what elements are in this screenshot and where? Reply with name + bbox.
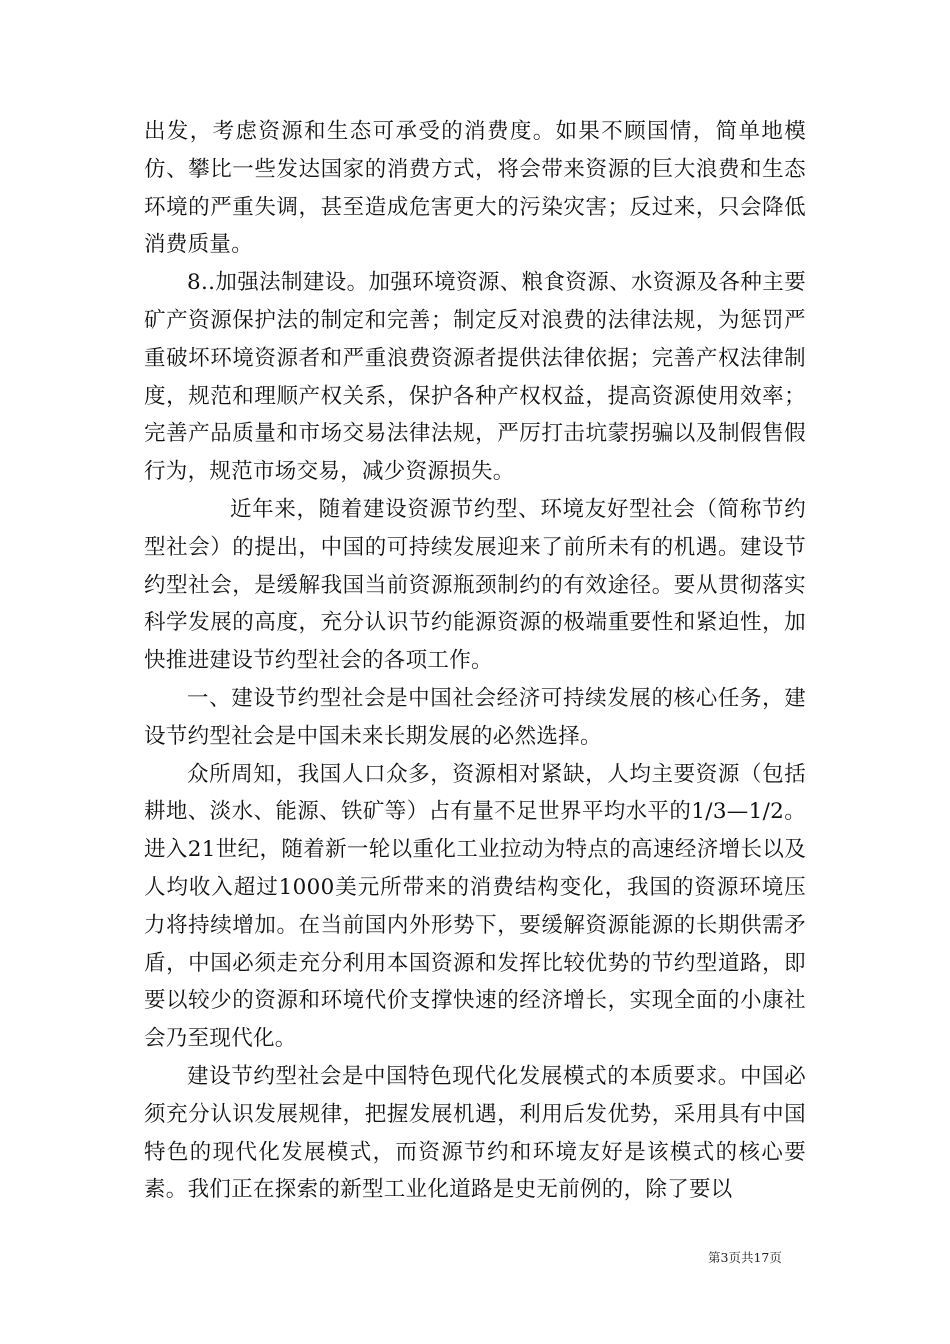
paragraph-recent-years: 近年来，随着建设资源节约型、环境友好型社会（简称节约型社会）的提出，中国的可持续发展迎来了前所未有的机遇。建设节约型社会，是缓解我国当前资源瓶颈制约的有效途径。要从贯彻落实科学发展的高度，充分认识节约能源资源的极端重要性和紧迫性，加快推进建设节约型社会的各项工作。 — [144, 496, 806, 674]
paragraph-modernization-model: 建设节约型社会是中国特色现代化发展模式的本质要求。中国必须充分认识发展规律，把握发展机遇，利用后发优势，采用具有中国特色的现代化发展模式，而资源节约和环境友好是该模式的核心要素。我们正在探索的新型工业化道路是史无前例的，除了要以 — [144, 1063, 806, 1203]
paragraph-legal-construction: 8..加强法制建设。加强环境资源、粮食资源、水资源及各种主要矿产资源保护法的制定和完善；制定反对浪费的法律法规，为惩罚严重破坏环境资源者和严重浪费资源者提供法律依据；完善产权法律制度，规范和理顺产权关系，保护各种产权权益，提高资源使用效率；完善产品质量和市场交易法律法规，严厉打击坑蒙拐骗以及制假售假行为，规范市场交易，减少资源损失。 — [144, 270, 806, 485]
paragraph-resource-pressure: 众所周知，我国人口众多，资源相对紧缺，人均主要资源（包括耕地、淡水、能源、铁矿等）占有量不足世界平均水平的1/3—1/2。进入21世纪，随着新一轮以重化工业拉动为特点的高速经济增长以及人均收入超过1000美元所带来的消费结构变化，我国的资源环境压力将持续增加。在当前国内外形势下，要缓解资源能源的长期供需矛盾，中国必须走充分利用本国资源和发挥比较优势的节约型道路，即要以较少的资源和环境代价支撑快速的经济增长，实现全面的小康社会乃至现代化。 — [144, 761, 806, 1052]
document-body — [144, 113, 806, 1209]
paragraph-consumption-continued: 出发，考虑资源和生态可承受的消费度。如果不顾国情，简单地模仿、攀比一些发达国家的消费方式，将会带来资源的巨大浪费和生态环境的严重失调，甚至造成危害更大的污染灾害；反过来，只会降低消费质量。 — [144, 119, 806, 258]
section-heading-core-task: 一、建设节约型社会是中国社会经济可持续发展的核心任务，建设节约型社会是中国未来长期发展的必然选择。 — [144, 685, 806, 749]
page-number-footer: 第3页共17页 — [708, 1250, 782, 1265]
